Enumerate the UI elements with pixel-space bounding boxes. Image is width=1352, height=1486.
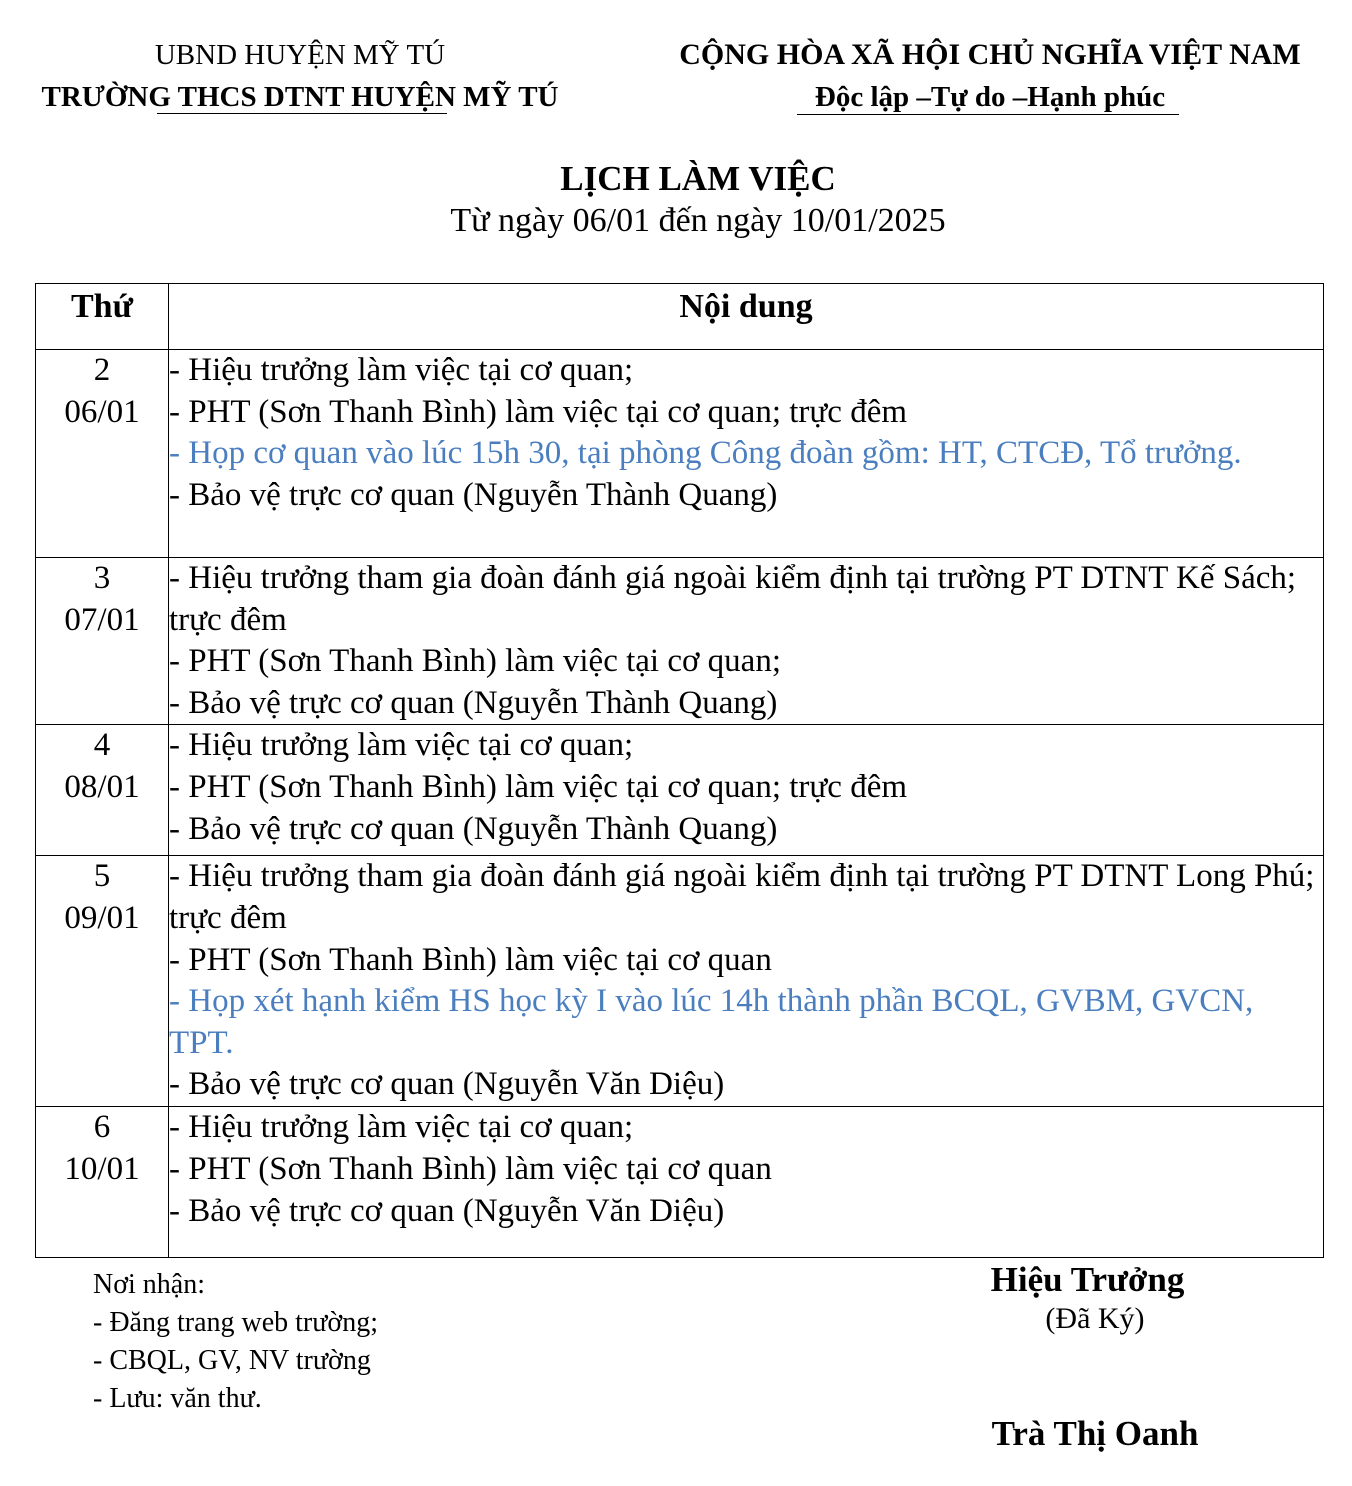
content-cell [169, 558, 1324, 725]
issuer-school: TRƯỜNG THCS DTNT HUYỆN MỸ TÚ [41, 81, 559, 113]
recipients-label: Nơi nhận: [93, 1269, 206, 1300]
content-line: - Hiệu trưởng làm việc tại cơ quan; [169, 352, 634, 388]
signed-note: (Đã Ký) [1045, 1302, 1145, 1335]
content-line: - Bảo vệ trực cơ quan (Nguyễn Thành Quang) [169, 684, 778, 721]
content-line: - Hiệu trưởng làm việc tại cơ quan; [169, 1109, 634, 1146]
table-row [36, 856, 1324, 1107]
weekday: 4 [93, 727, 111, 764]
weekday: 5 [93, 858, 111, 895]
table-row [36, 558, 1324, 725]
recipients-block [93, 1266, 378, 1418]
recipient-item: - Lưu: văn thư. [93, 1383, 262, 1414]
content-line: - Hiệu trưởng làm việc tại cơ quan; [169, 727, 634, 764]
day-cell [36, 1107, 169, 1258]
weekday: 2 [93, 352, 111, 388]
content-cell [169, 1107, 1324, 1258]
issuer-authority: UBND HUYỆN MỸ TÚ [154, 39, 446, 71]
table-row [36, 725, 1324, 856]
content-line: - Hiệu trưởng tham gia đoàn đánh giá ngoài kiểm định tại trường PT DTNT Kế Sách; trực đêm [169, 560, 1297, 638]
date: 10/01 [64, 1150, 140, 1187]
content-cell [169, 856, 1324, 1107]
column-header-day: Thứ [36, 284, 169, 350]
content-line: - PHT (Sơn Thanh Bình) làm việc tại cơ quan; trực đêm [169, 768, 908, 805]
document-title: LỊCH LÀM VIỆC [560, 159, 836, 198]
issuer-underline [157, 113, 447, 114]
date: 09/01 [64, 899, 140, 936]
table-row [36, 350, 1324, 558]
content-line: - PHT (Sơn Thanh Bình) làm việc tại cơ quan; [169, 643, 781, 680]
weekday: 6 [93, 1109, 111, 1146]
content-line: - Bảo vệ trực cơ quan (Nguyễn Thành Quang) [169, 810, 778, 847]
recipient-item: - CBQL, GV, NV trường [93, 1345, 371, 1376]
schedule-table [35, 283, 1324, 1258]
national-title: CỘNG HÒA XÃ HỘI CHỦ NGHĨA VIỆT NAM [679, 38, 1301, 71]
content-line: - PHT (Sơn Thanh Bình) làm việc tại cơ quan [169, 941, 772, 978]
content-line: - Bảo vệ trực cơ quan (Nguyễn Văn Diệu) [169, 1192, 725, 1229]
signer-name: Trà Thị Oanh [991, 1414, 1199, 1453]
day-cell [36, 725, 169, 856]
weekday: 3 [93, 560, 111, 596]
motto-underline [797, 114, 1179, 115]
table-row [36, 1107, 1324, 1258]
date: 07/01 [64, 601, 140, 638]
content-line: - Hiệu trưởng tham gia đoàn đánh giá ngoài kiểm định tại trường PT DTNT Long Phú; trực đêm [169, 858, 1315, 936]
national-motto: Độc lập –Tự do –Hạnh phúc [814, 81, 1166, 113]
content-line: - Bảo vệ trực cơ quan (Nguyễn Văn Diệu) [169, 1066, 725, 1103]
signer-title: Hiệu Trưởng [990, 1260, 1185, 1299]
content-cell [169, 725, 1324, 856]
content-line: - PHT (Sơn Thanh Bình) làm việc tại cơ quan; trực đêm [169, 393, 908, 430]
content-line-highlight: - Họp xét hạnh kiểm HS học kỳ I vào lúc 14h thành phần BCQL, GVBM, GVCN, TPT. [169, 983, 1254, 1061]
day-cell [36, 856, 169, 1107]
day-cell [36, 558, 169, 725]
column-header-content: Nội dung [169, 284, 1324, 350]
content-line-highlight: - Họp cơ quan vào lúc 15h 30, tại phòng Công đoàn gồm: HT, CTCĐ, Tổ trưởng. [169, 435, 1242, 472]
date: 06/01 [64, 393, 140, 430]
content-cell [169, 350, 1324, 558]
table-header-row [36, 284, 1324, 350]
date: 08/01 [64, 768, 140, 805]
content-line: - PHT (Sơn Thanh Bình) làm việc tại cơ quan [169, 1150, 772, 1187]
day-cell [36, 350, 169, 558]
content-line: - Bảo vệ trực cơ quan (Nguyễn Thành Quang) [169, 476, 778, 513]
document-subtitle: Từ ngày 06/01 đến ngày 10/01/2025 [450, 202, 946, 239]
recipient-item: - Đăng trang web trường; [93, 1307, 379, 1338]
